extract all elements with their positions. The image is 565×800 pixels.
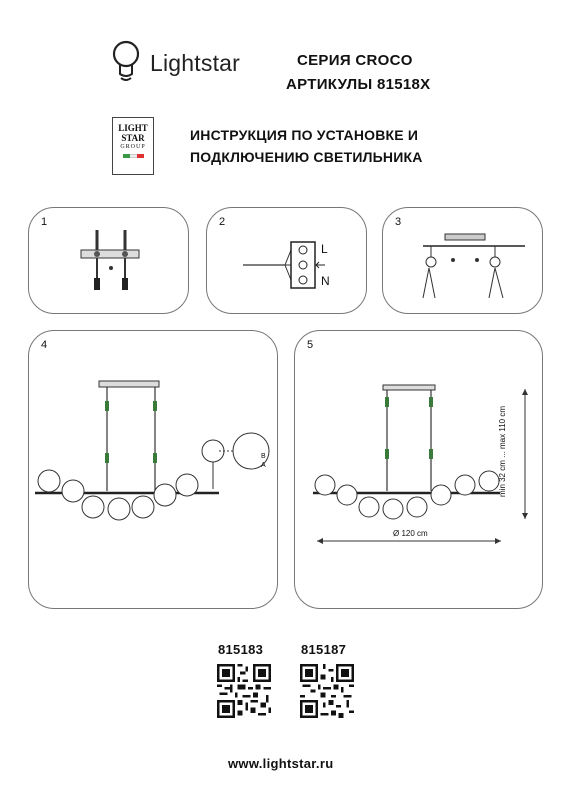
instruction-line1: ИНСТРУКЦИЯ ПО УСТАНОВКЕ И <box>190 127 419 143</box>
wiring-illustration <box>207 208 366 313</box>
qr-code-815183[interactable] <box>217 664 271 718</box>
step-number: 5 <box>307 339 314 351</box>
step-number: 2 <box>219 216 226 228</box>
brand-logo <box>110 40 240 86</box>
detail-label-a: A <box>261 462 266 469</box>
badge-line1: LIGHT <box>118 123 148 133</box>
product-code-2: 815187 <box>301 642 347 657</box>
assembly-illustration <box>29 331 277 608</box>
step-number: 3 <box>395 216 402 228</box>
step-2-panel <box>206 207 367 314</box>
width-dimension-label: Ø 120 cm <box>393 529 428 538</box>
lightbulb-icon <box>110 40 144 86</box>
articles-title: АРТИКУЛЫ 81518X <box>286 76 431 93</box>
step-3-panel <box>382 207 543 314</box>
detail-label-b: B <box>261 453 266 460</box>
flag-icon <box>113 154 153 158</box>
wire-label-neutral: N <box>321 274 330 288</box>
series-title: СЕРИЯ CROCO <box>297 52 413 69</box>
instruction-title <box>190 124 423 168</box>
company-badge <box>112 117 154 175</box>
step-number: 4 <box>41 339 48 351</box>
badge-line2: STAR <box>121 133 145 143</box>
badge-line3: GROUP <box>120 144 146 150</box>
step-5-panel <box>294 330 543 609</box>
website-link[interactable]: www.lightstar.ru <box>228 756 334 771</box>
step-1-panel <box>28 207 189 314</box>
instruction-line2: ПОДКЛЮЧЕНИЮ СВЕТИЛЬНИКА <box>190 149 423 165</box>
mounting-bracket-illustration <box>29 208 188 313</box>
qr-code-815187[interactable] <box>300 664 354 718</box>
step-4-panel <box>28 330 278 609</box>
wire-label-live: L <box>321 242 328 256</box>
step-number: 1 <box>41 216 48 228</box>
ceiling-mount-illustration <box>383 208 542 313</box>
height-dimension-label: min 32 cm ... max 110 cm <box>498 406 507 497</box>
brand-name: Lightstar <box>150 49 241 76</box>
product-code-1: 815183 <box>218 642 264 657</box>
